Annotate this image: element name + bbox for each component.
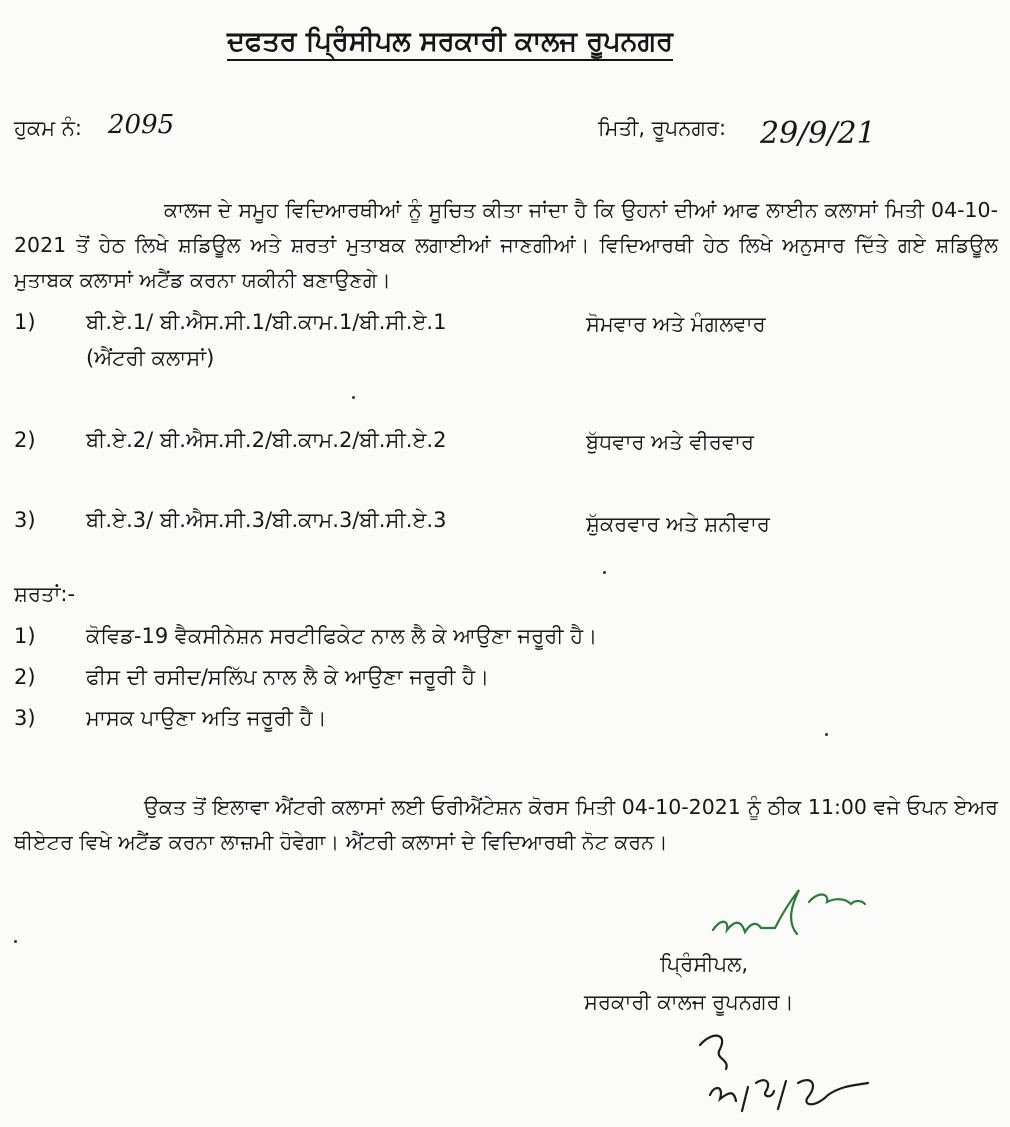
condition-number: 2) (14, 665, 36, 689)
title-text: ਦਫਤਰ ਪ੍ਰਿੰਸੀਪਲ ਸਰਕਾਰੀ ਕਾਲਜ ਰੂਪਨਗਰ (227, 26, 673, 61)
condition-text: ਫੀਸ ਦੀ ਰਸੀਦ/ਸਲਿੱਪ ਨਾਲ ਲੈ ਕੇ ਆਉਣਾ ਜਰੂਰੀ ਹੈ। (86, 665, 490, 689)
scan-speck (825, 733, 828, 736)
schedule-classes: ਬੀ.ਏ.1/ ਬੀ.ਐਸ.ਸੀ.1/ਬੀ.ਕਾਮ.1/ਬੀ.ਸੀ.ਏ.1 (86, 310, 447, 334)
schedule-number: 2) (14, 428, 36, 452)
scan-speck (352, 396, 355, 399)
conditions-heading: ਸ਼ਰਤਾਂ:- (14, 582, 76, 606)
signatory-role: ਪ੍ਰਿੰਸੀਪਲ, (660, 952, 749, 976)
scan-speck (603, 571, 606, 574)
schedule-classes: ਬੀ.ਏ.3/ ਬੀ.ਐਸ.ਸੀ.3/ਬੀ.ਕਾਮ.3/ਬੀ.ਸੀ.ਏ.3 (86, 508, 447, 532)
condition-number: 3) (14, 706, 36, 730)
date-value: 29/9/21 (760, 116, 876, 151)
handwritten-initials (690, 1025, 880, 1120)
scan-speck (14, 940, 17, 943)
schedule-number: 1) (14, 310, 36, 334)
schedule-number: 3) (14, 508, 36, 532)
page-title (0, 26, 900, 58)
condition-number: 1) (14, 624, 36, 648)
schedule-days: ਸ਼ੁੱਕਰਵਾਰ ਅਤੇ ਸ਼ਨੀਵਾਰ (586, 512, 770, 536)
signatory-office: ਸਰਕਾਰੀ ਕਾਲਜ ਰੂਪਨਗਰ। (584, 990, 794, 1014)
schedule-days: ਬੁੱਧਵਾਰ ਅਤੇ ਵੀਰਵਾਰ (586, 430, 755, 454)
closing-paragraph: ਉਕਤ ਤੋਂ ਇਲਾਵਾ ਐਂਟਰੀ ਕਲਾਸਾਂ ਲਈ ਓਰੀਐਂਟੇਸ਼ਨ ਕੋਰਸ ਮਿਤੀ 04-10-2021 ਨੂੰ ਠੀਕ 11:00 ਵਜੇ ਓਪਨ ਏਅਰ ਥੀਏਟਰ ਵਿਖੇ ਅਟੈਂਡ ਕਰਨਾ ਲਾਜ਼ਮੀ ਹੋਵੇਗਾ। ਐਂਟਰੀ ਕਲਾਸਾਂ ਦੇ ਵਿਦਿਆਰਥੀ ਨੋਟ ਕਰਨ। (14, 795, 998, 854)
schedule-classes: ਬੀ.ਏ.2/ ਬੀ.ਐਸ.ਸੀ.2/ਬੀ.ਕਾਮ.2/ਬੀ.ਸੀ.ਏ.2 (86, 428, 447, 452)
date-label: ਮਿਤੀ, ਰੂਪਨਗਰ: (598, 116, 727, 140)
order-label: ਹੁਕਮ ਨੰ: (14, 116, 82, 140)
schedule-days: ਸੋਮਵਾਰ ਅਤੇ ਮੰਗਲਵਾਰ (586, 312, 766, 336)
schedule-note: (ਐਂਟਰੀ ਕਲਾਸਾਂ) (86, 346, 215, 370)
order-number: 2095 (108, 110, 175, 140)
condition-text: ਮਾਸਕ ਪਾਉਣਾ ਅਤਿ ਜਰੂਰੀ ਹੈ। (86, 706, 327, 730)
intro-paragraph: ਕਾਲਜ ਦੇ ਸਮੂਹ ਵਿਦਿਆਰਥੀਆਂ ਨੂੰ ਸੂਚਿਤ ਕੀਤਾ ਜਾਂਦਾ ਹੈ ਕਿ ਉਹਨਾਂ ਦੀਆਂ ਆਫ ਲਾਈਨ ਕਲਾਸਾਂ ਮਿਤੀ 04-10-2021 ਤੋਂ ਹੇਠ ਲਿਖੇ ਸ਼ਡਿਊਲ ਅਤੇ ਸ਼ਰਤਾਂ ਮੁਤਾਬਕ ਲਗਾਈਆਂ ਜਾਣਗੀਆਂ। ਵਿਦਿਆਰਥੀ ਹੇਠ ਲਿਖੇ ਅਨੁਸਾਰ ਦਿੱਤੇ ਗਏ ਸ਼ਡਿਊਲ ਮੁਤਾਬਕ ਕਲਾਸਾਂ ਅਟੈਂਡ ਕਰਨਾ ਯਕੀਨੀ ਬਣਾਉਣਗੇ। (14, 198, 998, 292)
principal-signature (705, 882, 885, 942)
condition-text: ਕੋਵਿਡ-19 ਵੈਕਸੀਨੇਸ਼ਨ ਸਰਟੀਫਿਕੇਟ ਨਾਲ ਲੈ ਕੇ ਆਉਣਾ ਜਰੂਰੀ ਹੈ। (86, 624, 598, 648)
